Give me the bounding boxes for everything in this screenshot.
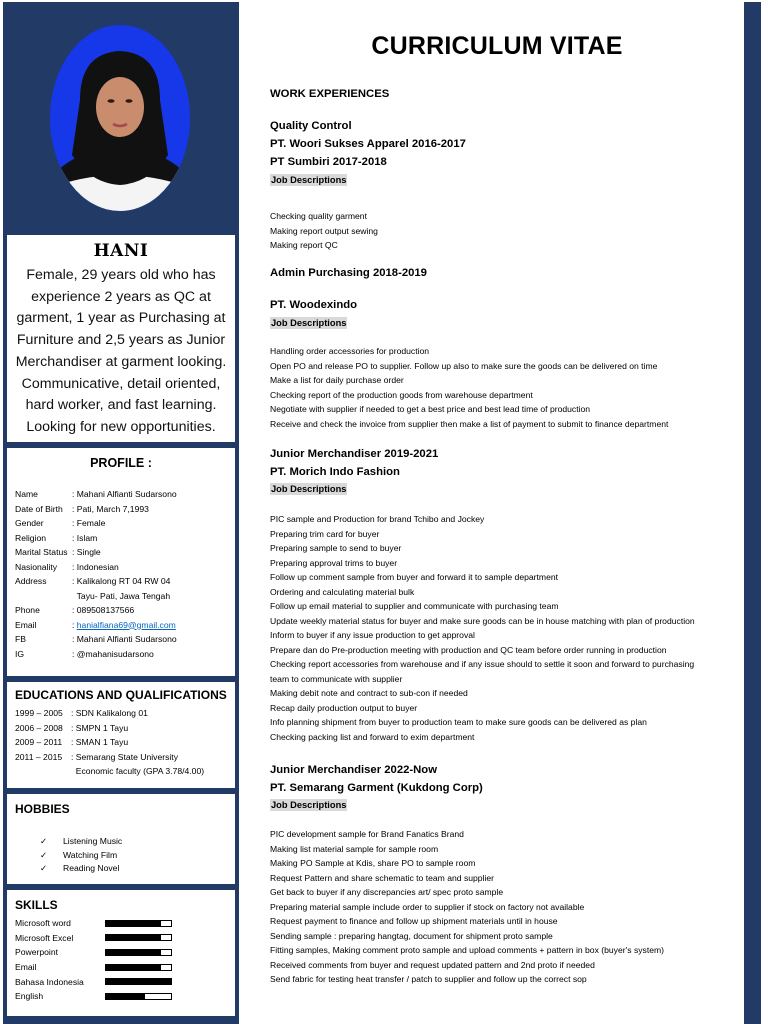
- sidebar: [3, 2, 239, 1024]
- education-years: 1999 – 2005: [15, 708, 63, 718]
- skill-bar: [105, 934, 172, 941]
- checkmark-icon: ✓: [40, 849, 48, 860]
- profile-value: : @mahanisudarsono: [72, 648, 154, 659]
- profile-label: Nasionality: [15, 561, 58, 572]
- summary-text: Female, 29 years old who has experience 2 years as QC at garment, 1 year as Purchasing at Furniture and 2,5 years as Junior Merchandiser at garment looking. Communicative, detail oriented, hard worker, and fast learning. Looking for new opportunities.: [15, 267, 227, 435]
- profile-row: [7, 531, 235, 546]
- profile-row: [7, 589, 235, 604]
- job-duty-item: PIC development sample for Brand Fanatics Brand: [270, 829, 464, 839]
- profile-list: [7, 487, 235, 661]
- job-duties-list: [270, 827, 664, 987]
- skill-bar-fill: [106, 921, 161, 926]
- job-heading: Admin Purchasing 2018-2019: [270, 267, 427, 279]
- skill-row: [7, 960, 235, 975]
- hobby-item: [7, 862, 235, 876]
- skill-bar: [105, 993, 172, 1000]
- education-years: 2006 – 2008: [15, 722, 63, 733]
- profile-row: [7, 647, 235, 662]
- job-duty-item: Preparing material sample include order to supplier if stock on factory not available: [270, 901, 585, 912]
- job-duty-item: Make a list for daily purchase order: [270, 375, 404, 385]
- job-duty-item: Making list material sample for sample room: [270, 843, 439, 854]
- profile-row: [7, 603, 235, 618]
- job-duty-item: Making report output sewing: [270, 225, 378, 236]
- job-duty-item: Follow up comment sample from buyer and forward it to sample department: [270, 572, 559, 582]
- profile-label: Address: [15, 576, 47, 586]
- profile-photo: [50, 25, 190, 211]
- education-years: [7, 764, 71, 779]
- hobbies-box: [7, 794, 235, 884]
- education-row: [7, 706, 235, 721]
- profile-label: Gender: [15, 518, 44, 528]
- summary-box: [7, 235, 235, 442]
- education-row: [7, 721, 235, 736]
- profile-box: [7, 448, 235, 676]
- job-heading: PT. Morich Indo Fashion: [270, 466, 400, 478]
- job-duty-item: Info planning shipment from buyer to production team to make sure goods can be delivered as plan: [270, 717, 647, 727]
- skill-name: Microsoft word: [15, 918, 71, 929]
- skill-bar-fill: [106, 994, 145, 999]
- job-heading: PT. Woori Sukses Apparel 2016-2017: [270, 138, 466, 150]
- profile-value: Tayu- Pati, Jawa Tengah: [72, 590, 171, 601]
- profile-label: IG: [15, 648, 25, 659]
- job-duty-item: Preparing approval trims to buyer: [270, 557, 398, 568]
- education-years: 2011 – 2015: [15, 751, 63, 762]
- job-heading: Quality Control: [270, 120, 352, 132]
- job-duty-item: team to communicate with supplier: [270, 673, 403, 684]
- skill-row: [7, 974, 235, 989]
- profile-row: [7, 545, 235, 560]
- job-heading: Junior Merchandiser 2019-2021: [270, 448, 439, 460]
- skill-name: Microsoft Excel: [15, 932, 74, 943]
- checkmark-icon: ✓: [40, 836, 48, 846]
- job-duties-list: [270, 512, 695, 744]
- person-name: HANI: [93, 241, 149, 261]
- job-duty-item: Preparing sample to send to buyer: [270, 543, 402, 553]
- job-duty-item: Handling order accessories for production: [270, 346, 430, 356]
- skill-bar: [105, 949, 172, 956]
- profile-value: : Pati, March 7,1993: [72, 503, 149, 514]
- education-row: [7, 735, 235, 750]
- hobbies-list: [7, 835, 235, 876]
- education-school: Economic faculty (GPA 3.78/4.00): [71, 766, 205, 776]
- profile-row: [7, 560, 235, 575]
- education-school: : SMAN 1 Tayu: [71, 737, 129, 747]
- job-duty-item: Making report QC: [270, 240, 338, 250]
- profile-label: Email: [15, 619, 37, 630]
- profile-value: : hanialfiana69@gmail.com: [72, 619, 176, 630]
- email-link[interactable]: hanialfiana69@gmail.com: [76, 619, 176, 630]
- profile-value: : Single: [72, 547, 101, 557]
- job-duty-item: Request payment to finance and follow up shipment materials until in house: [270, 916, 558, 926]
- job-heading: PT Sumbiri 2017-2018: [270, 156, 387, 168]
- job-duty-item: Checking report accessories from warehouse and if any issue should to settle it soon and forward to purchasing: [270, 659, 695, 669]
- skill-row: [7, 916, 235, 931]
- profile-row: [7, 618, 235, 633]
- job-duty-item: PIC sample and Production for brand Tchibo and Jockey: [270, 514, 485, 524]
- job-duty-item: Send fabric for testing heat transfer / patch to supplier and follow up the correct sop: [270, 974, 587, 984]
- skill-row: [7, 989, 235, 1004]
- profile-row: [7, 487, 235, 502]
- skills-box: [7, 890, 235, 1016]
- education-row: [7, 764, 235, 779]
- skill-name: Email: [15, 962, 37, 973]
- job-duty-item: Sending sample : preparing hangtag, document for shipment proto sample: [270, 930, 553, 941]
- skill-name: Powerpoint: [15, 947, 58, 958]
- job-duties-list: [270, 209, 378, 253]
- education-school: : SMPN 1 Tayu: [71, 722, 129, 733]
- job-descriptions-label: Job Descriptions: [271, 318, 347, 328]
- skill-bar-fill: [106, 950, 161, 955]
- profile-title: PROFILE :: [90, 456, 152, 470]
- education-years: 2009 – 2011: [15, 737, 63, 747]
- job-duty-item: Prepare dan do Pre-production meeting with production and QC team before order running in production: [270, 644, 667, 655]
- job-heading: PT. Woodexindo: [270, 299, 358, 311]
- job-duty-item: Making PO Sample at Kdis, share PO to sample room: [270, 858, 476, 868]
- job-duty-item: Negotiate with supplier if needed to get a best price and best lead time of production: [270, 404, 591, 414]
- profile-label: Marital Status: [15, 547, 68, 557]
- profile-label: Phone: [15, 605, 40, 615]
- profile-row: [7, 574, 235, 589]
- education-title: EDUCATIONS AND QUALIFICATIONS: [15, 688, 227, 702]
- job-duties-list: [270, 344, 668, 431]
- job-duty-item: Received comments from buyer and request updated pattern and 2nd proto if needed: [270, 959, 595, 970]
- skill-row: [7, 945, 235, 960]
- profile-label: Name: [15, 489, 38, 499]
- job-duty-item: Receive and check the invoice from supplier then make a list of payment to submit to finance department: [270, 418, 669, 429]
- job-duty-item: Inform to buyer if any issue production to get approval: [270, 630, 475, 640]
- job-duty-item: Checking packing list and forward to exim department: [270, 731, 475, 742]
- profile-value: : Kalikalong RT 04 RW 04: [72, 576, 171, 586]
- job-duty-item: Get back to buyer if any discrepancies art/ spec proto sample: [270, 887, 504, 897]
- checkmark-icon: ✓: [40, 863, 48, 874]
- skill-row: [7, 931, 235, 946]
- job-descriptions-label: Job Descriptions: [271, 484, 347, 494]
- hobby-label: Listening Music: [63, 836, 123, 846]
- job-duty-item: Checking quality garment: [270, 211, 367, 221]
- profile-value: : Islam: [72, 532, 98, 543]
- skill-bar-fill: [106, 965, 161, 970]
- skills-list: [7, 916, 235, 1004]
- skills-title: SKILLS: [15, 898, 58, 912]
- job-heading: Junior Merchandiser 2022-Now: [270, 764, 437, 776]
- profile-value: : Female: [72, 518, 106, 528]
- job-duty-item: Fitting samples, Making comment proto sample and upload comments + pattern in box (buyer's system): [270, 945, 665, 955]
- job-duty-item: Ordering and calculating material bulk: [270, 586, 415, 597]
- work-heading: WORK EXPERIENCES: [270, 88, 390, 100]
- skill-bar: [105, 964, 172, 971]
- education-school: : Semarang State University: [71, 751, 178, 762]
- skill-bar: [105, 920, 172, 927]
- skill-bar-fill: [106, 979, 171, 984]
- right-stripe: [744, 2, 761, 1024]
- job-descriptions-label: Job Descriptions: [271, 175, 347, 185]
- profile-label: Date of Birth: [15, 503, 63, 514]
- job-duty-item: Open PO and release PO to supplier. Follow up also to make sure the goods can be delivered on time: [270, 360, 658, 371]
- job-duty-item: Recap daily production output to buyer: [270, 702, 418, 713]
- hobby-item: [7, 835, 235, 849]
- profile-label: [7, 589, 72, 604]
- skill-name: English: [15, 991, 44, 1002]
- job-duty-item: Follow up email material to supplier and communicate with purchasing team: [270, 601, 559, 611]
- profile-row: [7, 516, 235, 531]
- hobby-label: Watching Film: [63, 849, 118, 860]
- hobbies-title: HOBBIES: [15, 802, 70, 816]
- job-duty-item: Request Pattern and share schematic to team and supplier: [270, 872, 495, 883]
- profile-row: [7, 502, 235, 517]
- job-duty-item: Preparing trim card for buyer: [270, 528, 380, 539]
- profile-label: FB: [15, 634, 26, 644]
- cv-title: CURRICULUM VITAE: [371, 32, 623, 60]
- profile-value: : Indonesian: [72, 561, 119, 572]
- profile-label: Religion: [15, 532, 47, 543]
- hobby-label: Reading Novel: [63, 863, 120, 874]
- job-heading: PT. Semarang Garment (Kukdong Corp): [270, 782, 483, 794]
- job-duty-item: Update weekly material status for buyer and make sure goods can be in house matching with plan of production: [270, 615, 695, 626]
- profile-value: : 089508137566: [72, 605, 135, 615]
- hobby-item: [7, 849, 235, 863]
- skill-name: Bahasa Indonesia: [15, 976, 84, 987]
- education-list: [7, 706, 235, 779]
- profile-value: : Mahani Alfianti Sudarsono: [72, 634, 177, 644]
- profile-row: [7, 632, 235, 647]
- skill-bar-fill: [106, 935, 161, 940]
- education-box: [7, 682, 235, 788]
- job-duty-item: Checking report of the production goods from warehouse department: [270, 389, 533, 400]
- education-school: : SDN Kalikalong 01: [71, 708, 148, 718]
- education-row: [7, 750, 235, 765]
- skill-bar: [105, 978, 172, 985]
- job-descriptions-label: Job Descriptions: [271, 800, 347, 810]
- job-duty-item: Making debit note and contract to sub-con if needed: [270, 688, 468, 698]
- profile-value: : Mahani Alfianti Sudarsono: [72, 489, 177, 499]
